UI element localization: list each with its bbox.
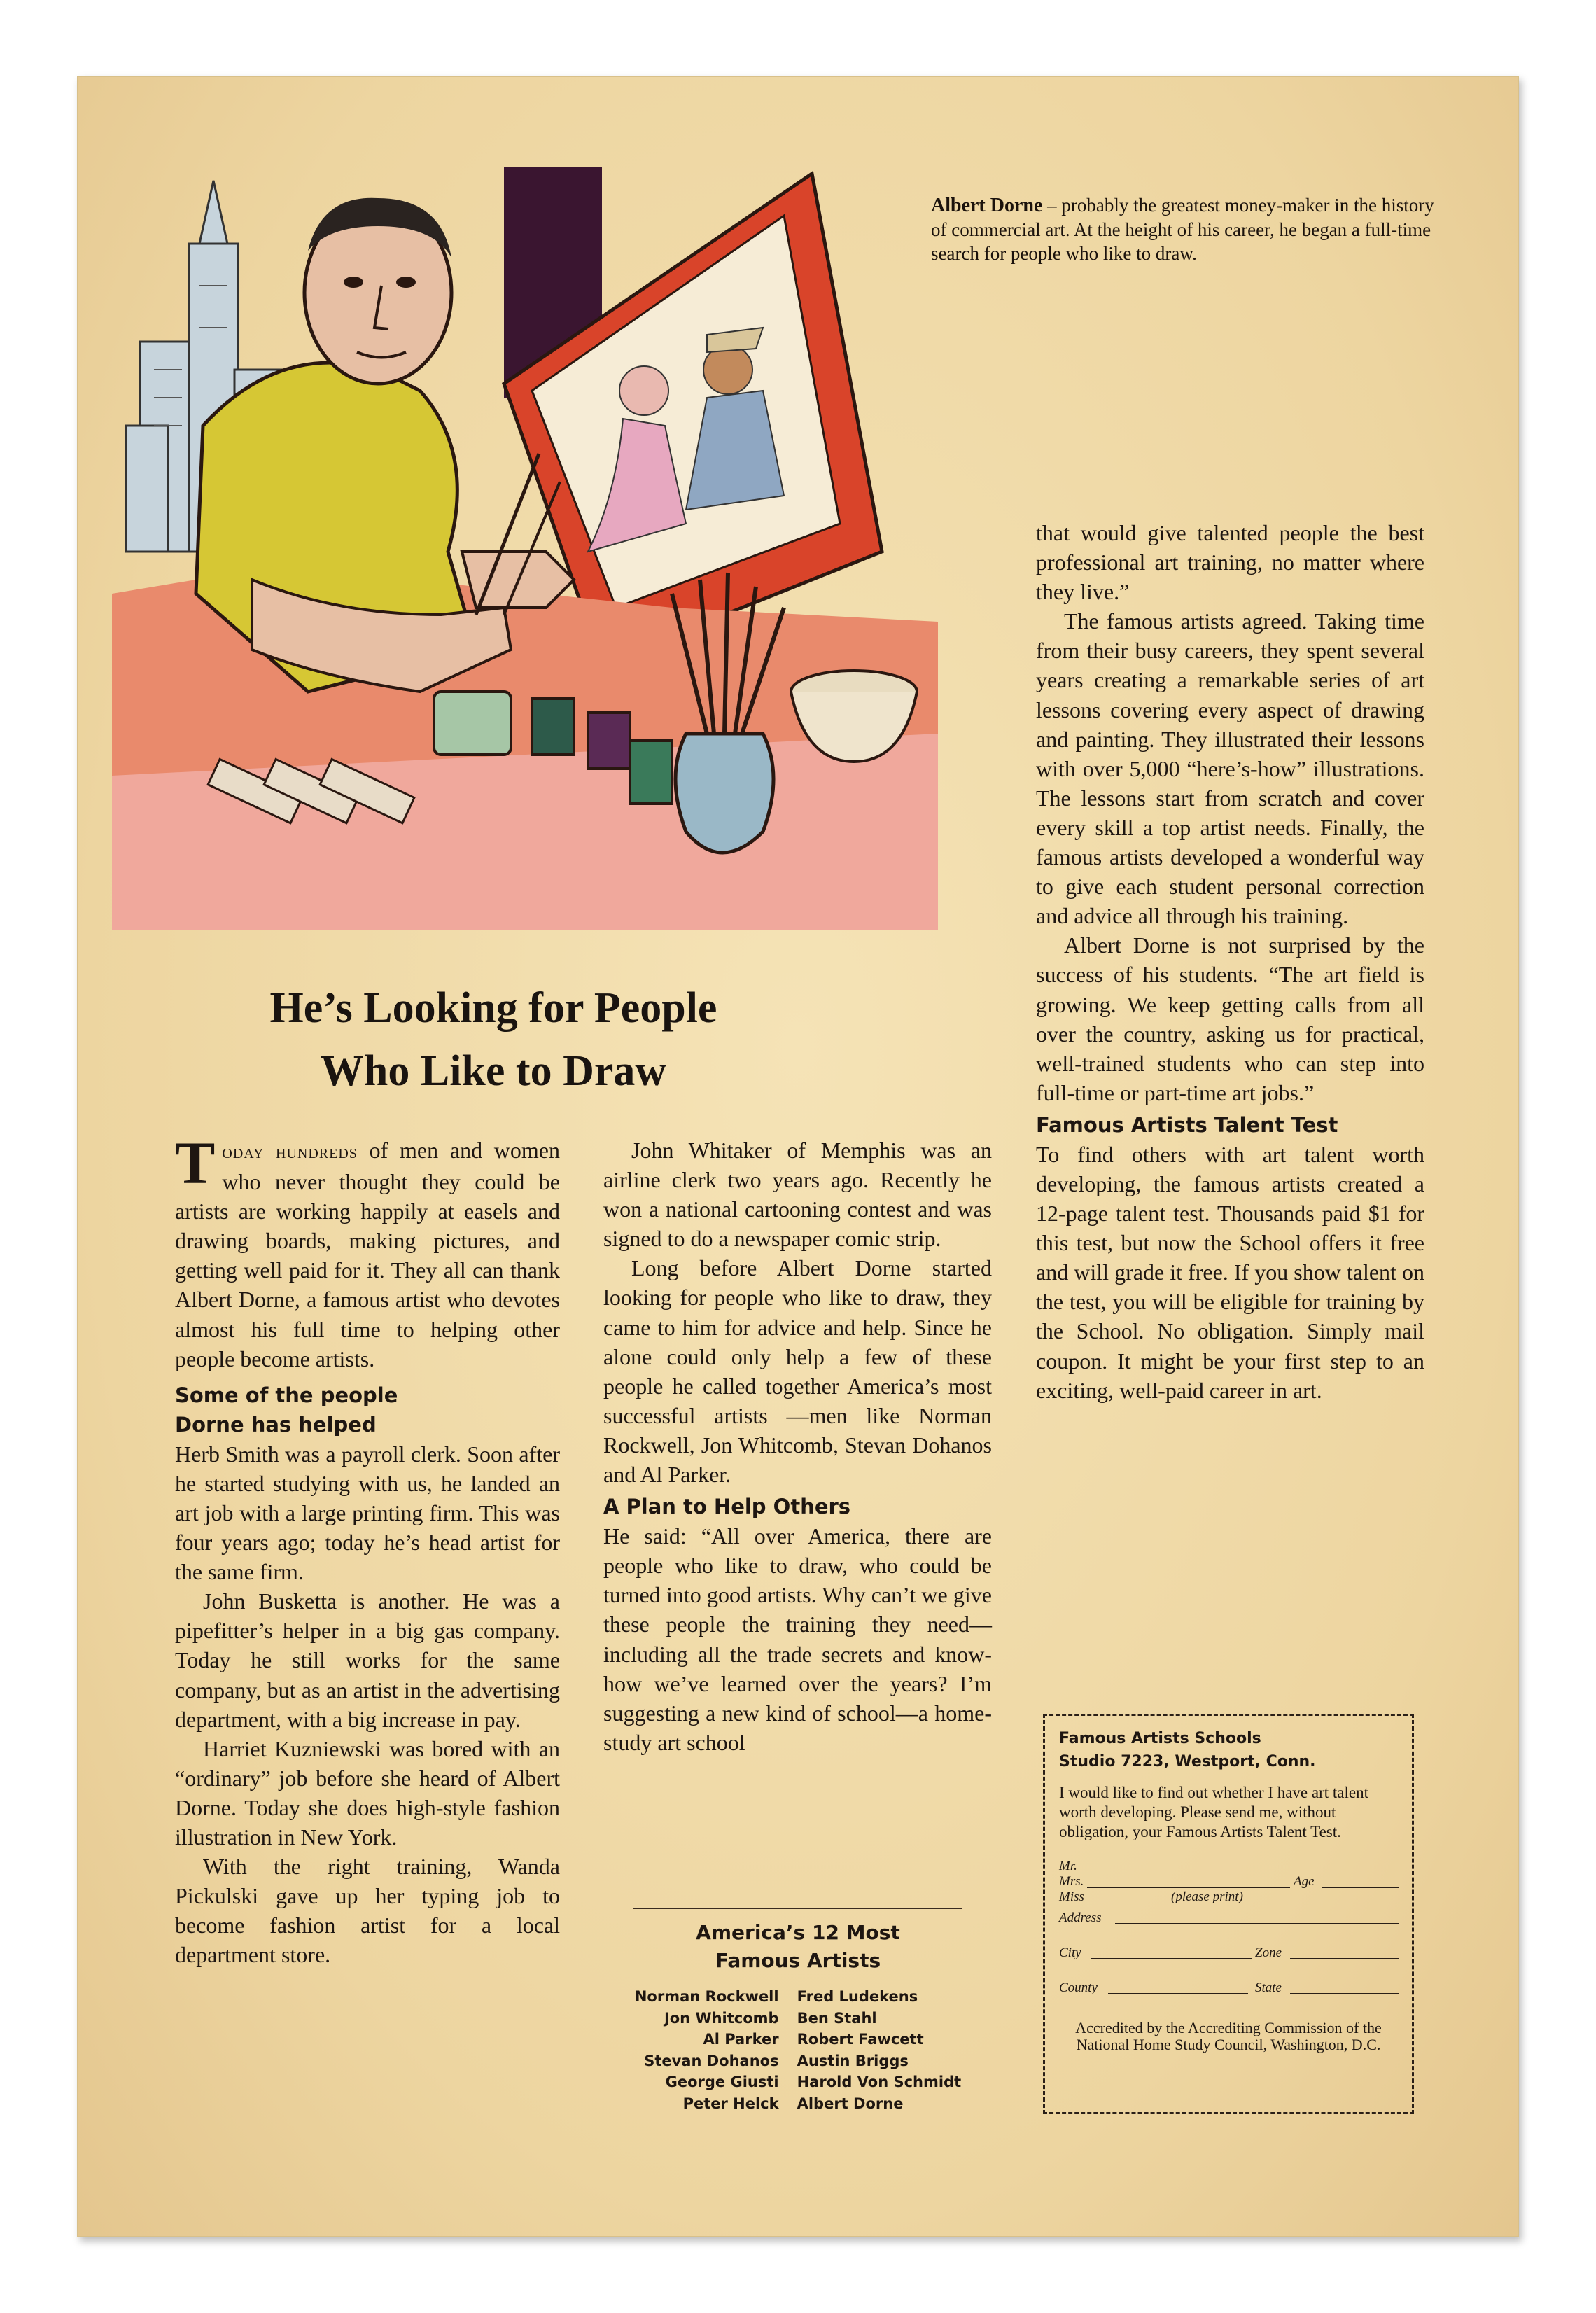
drop-cap: T [175, 1129, 216, 1196]
body-column-2 [603, 1135, 992, 1757]
illustration-caption [931, 193, 1435, 265]
caption-text: – probably the greatest money-maker in the history of commercial art. At the height of his career, he began a full-time search for people who like to draw. [931, 195, 1434, 264]
coupon-school-name: Famous Artists Schools [1059, 1730, 1261, 1747]
paragraph-he-said: He said: “All over America, there are people who like to draw, who could be turned into good artists. Why can’t we give these people the training they need—including all the trade secrets and know-how we’ve learned over the years? I’m suggesting a new kind of school—a home-study art school [603, 1523, 992, 1755]
label-county: County [1059, 1980, 1098, 1995]
label-city: City [1059, 1945, 1082, 1960]
subhead-people-helped [175, 1381, 560, 1439]
artist-name: Fred Ludekens [797, 1988, 918, 2005]
paragraph-john-busketta: John Busketta is another. He was a pipefitter’s helper in a big gas company. Today he still works for the same company, but as an artist in the advertising department, with a big increase in pay. [175, 1588, 560, 1732]
artists-grid [595, 1986, 1001, 2114]
subhead-line-1: Some of the people [175, 1383, 398, 1407]
artists-title-line-2: Famous Artists [715, 1949, 881, 1972]
headline [189, 977, 798, 1103]
artist-name: George Giusti [665, 2074, 779, 2090]
artist-name: Al Parker [703, 2031, 779, 2048]
name-field-line[interactable] [1087, 1887, 1290, 1888]
paragraph-talent-test: To find others with art talent worth developing, the famous artists created a 12-page talent test. Thousands paid $1 for this test, but now the School offers it free and will grade it free. If you show talent on the test, you will be eligible for training by the School. No obligation. Simply mail coupon. It might be your first step to an exciting, well-paid career in art. [1036, 1141, 1424, 1403]
paragraph-not-surprised: Albert Dorne is not surprised by the success of his students. “The art field is growing. We keep getting calls from all over the country, asking us for practical, well-trained students who can step into full-time or part-time art jobs.” [1036, 932, 1424, 1105]
age-field-line[interactable] [1322, 1887, 1399, 1888]
artist-name: Ben Stahl [797, 2009, 877, 2027]
brush-vase [676, 734, 774, 853]
body-column-3 [1036, 518, 1424, 1405]
paragraph-artists-agreed: The famous artists agreed. Taking time from their busy careers, they spent several years creating a remarkable series of art lessons covering every aspect of drawing and painting. They illustrated their lessons with over 5,000 “here’s-how” illustrations. The lessons start from scratch and cover every skill a top artist needs. Finally, the famous artists developed a wonderful way to give each student personal correction and advice all through his training. [1036, 608, 1424, 929]
subhead-talent-test: Famous Artists Talent Test [1036, 1112, 1338, 1137]
artist-name: Norman Rockwell [634, 1988, 779, 2005]
paragraph-continued: that would give talented people the best professional art training, no matter where they live.” [1036, 520, 1424, 605]
artist-name: Peter Helck [682, 2095, 779, 2112]
paragraph-john-whitaker: John Whitaker of Memphis was an airline clerk two years ago. Recently he won a national cartooning contest and was signed to do a newspaper comic strip. [603, 1138, 992, 1252]
paragraph-intro: of men and women who never thought they could be artists are working happily at easels and drawing boards, making pictures, and getting well paid for it. They all can thank Albert Dorne, a famous artist who devotes almost his full time to helping other people become artists. [175, 1138, 560, 1371]
please-print-note: (please print) [1171, 1889, 1243, 1904]
accreditation-note: Accredited by the Accrediting Commission of the National Home Study Council, Washington, D.C. [1075, 2019, 1382, 2053]
label-age: Age [1294, 1874, 1315, 1889]
coupon-body: I would like to find out whether I have art talent worth developing. Please send me, without obligation, your Famous Artists Talent Test. [1059, 1784, 1368, 1840]
address-field-line[interactable] [1115, 1923, 1399, 1924]
paragraph-long-before: Long before Albert Dorne started looking for people who like to draw, they came to him for advice and help. Since he alone could only help a few of these people he called together America’s most successful artists —men like Norman Rockwell, Jon Whitcomb, Stevan Dohanos and Al Parker. [603, 1255, 992, 1488]
subhead-plan: A Plan to Help Others [603, 1495, 851, 1519]
lead-in-smallcaps: oday hundreds [222, 1141, 358, 1163]
city-field-line[interactable] [1091, 1958, 1252, 1959]
paragraph-harriet-kuzniewski: Harriet Kuzniewski was bored with an “ordinary” job before she heard of Albert Dorne. Today she does high-style fashion illustration in New York. [175, 1735, 560, 1850]
label-state: State [1255, 1980, 1282, 1995]
coupon-name-block [1059, 1859, 1398, 2003]
headline-line-2: Who Like to Draw [320, 1047, 667, 1095]
paragraph-wanda-pickulski: With the right training, Wanda Pickulski gave up her typing job to become fashion artist for a local department store. [175, 1854, 560, 1968]
paragraph-herb-smith: Herb Smith was a payroll clerk. Soon after he started studying with us, he landed an art job with a large printing firm. This was four years ago; today he’s head artist for the same firm. [175, 1441, 560, 1585]
headline-line-1: He’s Looking for People [270, 984, 718, 1032]
divider [634, 1908, 962, 1909]
artist-name: Jon Whitcomb [664, 2009, 779, 2027]
state-field-line[interactable] [1290, 1993, 1399, 1994]
artist-name: Austin Briggs [797, 2052, 909, 2069]
mail-coupon[interactable] [1043, 1714, 1414, 2114]
label-miss: Miss [1059, 1889, 1084, 1904]
artist-name: Robert Fawcett [797, 2031, 924, 2048]
famous-artists-list [595, 1908, 1001, 2114]
label-zone: Zone [1255, 1945, 1282, 1960]
county-field-line[interactable] [1108, 1993, 1248, 1994]
subhead-line-2: Dorne has helped [175, 1412, 377, 1437]
illustration-artist-at-easel [112, 160, 938, 930]
zone-field-line[interactable] [1290, 1958, 1399, 1959]
label-address: Address [1059, 1910, 1102, 1925]
label-mr: Mr. [1059, 1859, 1077, 1873]
label-mrs: Mrs. [1059, 1874, 1084, 1889]
artist-name: Stevan Dohanos [644, 2052, 779, 2069]
artist-name: Albert Dorne [797, 2095, 904, 2112]
artists-title-line-1: America’s 12 Most [696, 1921, 900, 1944]
body-column-1 [175, 1129, 560, 1969]
coupon-address: Studio 7223, Westport, Conn. [1059, 1753, 1316, 1770]
caption-name: Albert Dorne [931, 195, 1043, 216]
artist-name: Harold Von Schmidt [797, 2074, 962, 2090]
